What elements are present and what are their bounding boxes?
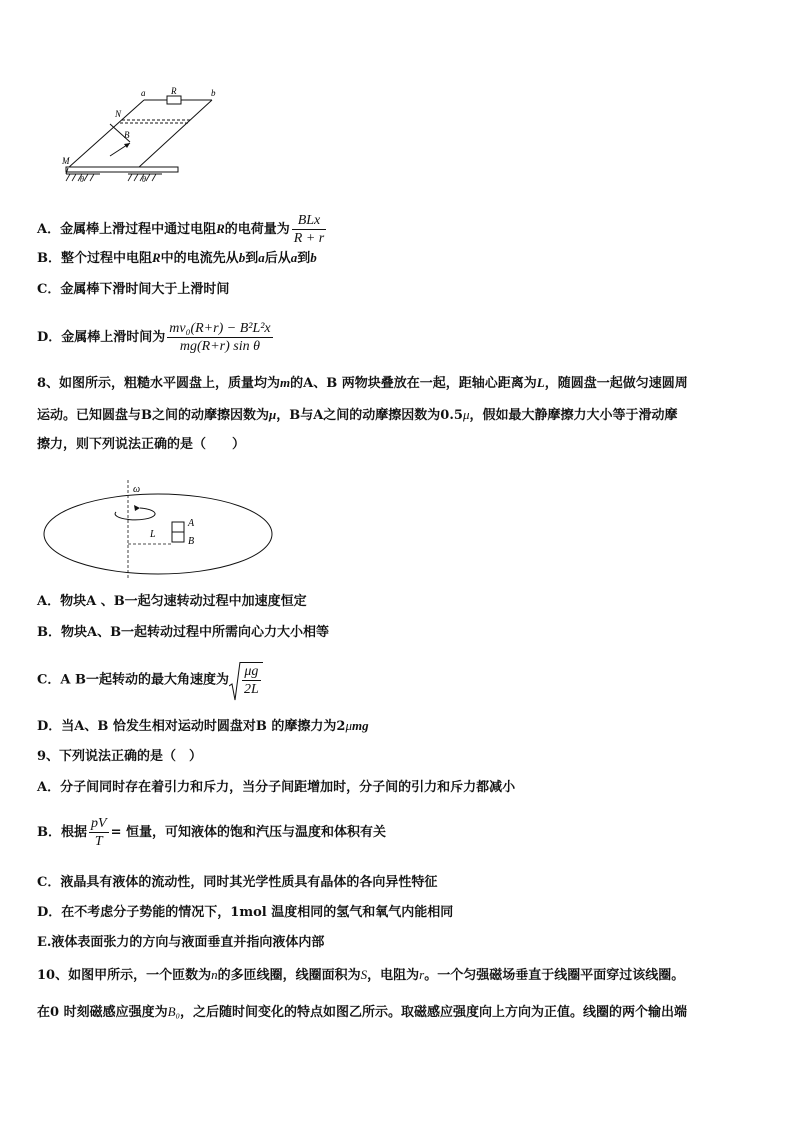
q10-stem-line-2: 在0 时刻磁感应强度为B₀，之后随时间变化的特点如图乙所示。取磁感应强度向上方向为正值。线圈的两个输出端 — [37, 1004, 688, 1020]
q9-option-a: A．分子间同时存在着引力和斥力，当分子间距增加时，分子间的引力和斥力都减小 — [37, 780, 516, 795]
q9-option-b: B．根据 $\frac{pV}{T}$ = 恒量，可知液体的饱和汽压与温度和体积有关 — [37, 816, 386, 849]
label-omega: ω — [133, 484, 141, 495]
q9-stem: 9、下列说法正确的是（ ） — [37, 749, 203, 764]
label-M: M — [62, 156, 70, 166]
inclined-rail-diagram — [40, 86, 230, 192]
fraction: $\frac{\mu g}{2L}$ — [243, 664, 259, 697]
fraction: $\frac{\text{BLx}}{R + r}$ — [293, 213, 325, 246]
fraction: $\frac{pV}{T}$ — [91, 816, 107, 849]
fraction: $\frac{\text{mv₀(R+r) − B²L²x}}{\text{mg(R+r) sin θ}}$ — [169, 321, 271, 354]
label-R: R — [171, 86, 177, 96]
q9-option-e: E.液体表面张力的方向与液面垂直并指向液体内部 — [37, 935, 325, 950]
rotating-disk-diagram — [40, 478, 280, 578]
label-b: b — [211, 88, 216, 98]
label-block-b: B — [188, 536, 195, 547]
q8-stem-line-1: 8、如图所示，粗糙水平圆盘上，质量均为m的A、B 两物块叠放在一起，距轴心距离为L，随圆盘一起做匀速圆周 — [37, 375, 688, 391]
label-N: N — [115, 109, 122, 119]
q8-stem-line-3: 擦力，则下列说法正确的是（ ） — [37, 437, 246, 452]
q10-stem-line-1: 10、如图甲所示，一个匝数为n的多匝线圈，线圈面积为S，电阻为r。一个匀强磁场垂直于线圈平面穿过该线圈。 — [37, 967, 685, 983]
q7-option-a: A．金属棒上滑过程中通过电阻R的电荷量为 $\frac{\text{BLx}}{R + r}$ — [37, 213, 325, 246]
square-root — [229, 662, 263, 698]
q7-option-b: B．整个过程中电阻R中的电流先从b到a后从a到b — [37, 250, 317, 266]
label-block-a: A — [188, 518, 195, 529]
q7-option-c: C．金属棒下滑时间大于上滑时间 — [37, 282, 230, 297]
label-theta-1: θ — [80, 175, 84, 184]
label-B: B — [124, 130, 130, 140]
q9-option-c: C．液晶具有液体的流动性，同时其光学性质具有晶体的各向异性特征 — [37, 875, 438, 890]
label-a: a — [141, 88, 146, 98]
q9-option-d: D．在不考虑分子势能的情况下，1mol 温度相同的氢气和氧气内能相同 — [37, 905, 454, 920]
q8-option-d: D．当A、B 恰发生相对运动时圆盘对B 的摩擦力为2μmg — [37, 718, 369, 734]
label-L: L — [150, 529, 156, 540]
label-theta-2: θ — [142, 175, 146, 184]
q8-option-b: B．物块A、B一起转动过程中所需向心力大小相等 — [37, 625, 330, 640]
q8-option-a: A．物块A 、B一起匀速转动过程中加速度恒定 — [37, 594, 307, 609]
q8-stem-line-2: 运动。已知圆盘与B之间的动摩擦因数为μ，B与A之间的动摩擦因数为0.5μ，假如最大静摩擦力大小等于滑动摩 — [37, 407, 678, 423]
q7-option-d: D．金属棒上滑时间为 $\frac{\text{mv₀(R+r) − B²L²x}}{\text{mg(R+r) sin θ}}$ — [37, 321, 271, 354]
q8-option-c: C．A B一起转动的最大角速度为 $\frac{\mu g}{2L}$ — [37, 662, 263, 698]
